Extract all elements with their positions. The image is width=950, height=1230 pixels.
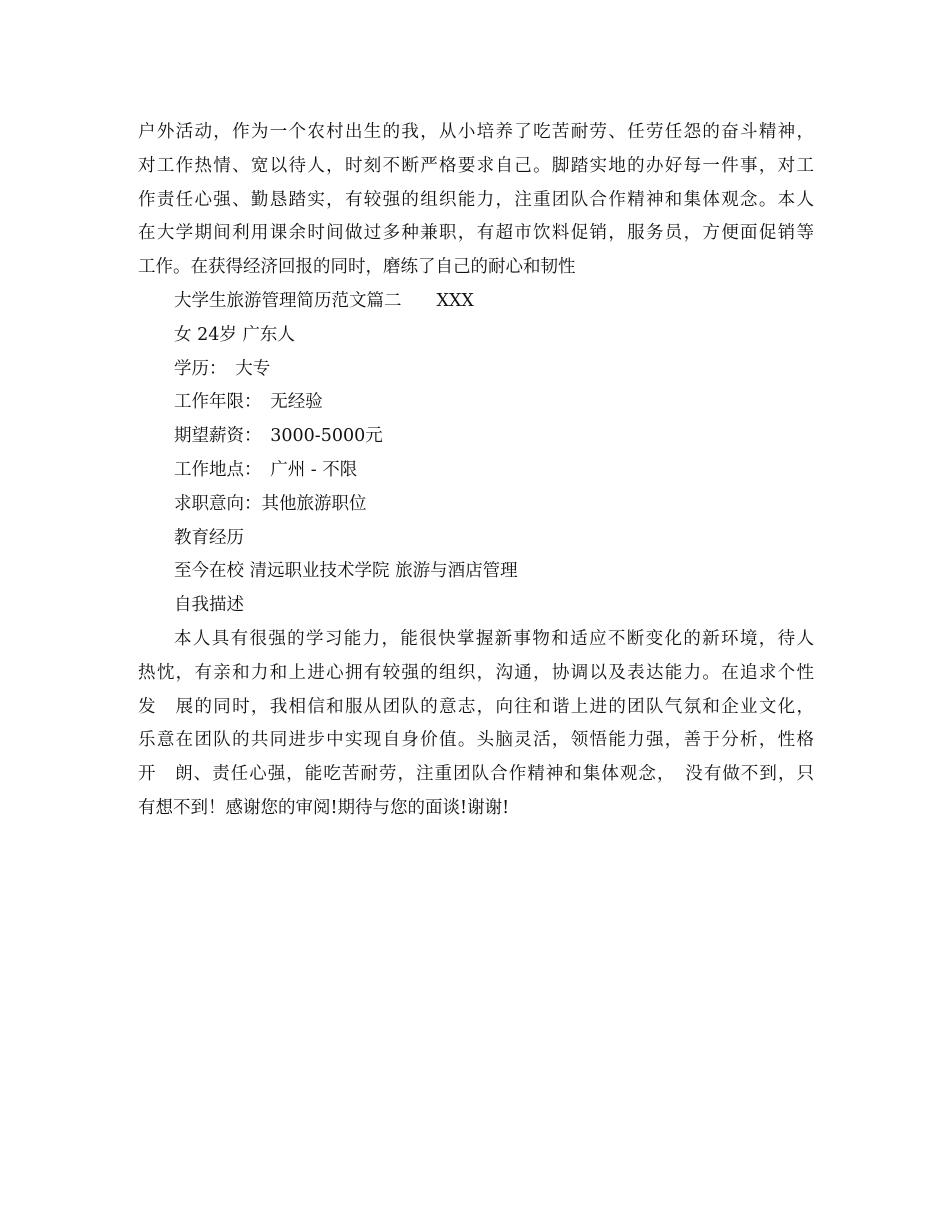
work-location: 工作地点： 广州 - 不限: [174, 459, 358, 480]
work-years: 工作年限： 无经验: [174, 392, 323, 413]
paragraph-line: 户外活动，作为一个农村出生的我，从小培养了吃苦耐劳、任劳任怨的奋斗精神，: [138, 122, 814, 142]
education-entry: 至今在校 清远职业技术学院 旅游与酒店管理: [174, 561, 518, 582]
paragraph-line: 对工作热情、宽以待人，时刻不断严格要求自己。脚踏实地的办好每一件事，对工: [138, 155, 814, 176]
paragraph-line: 热忱，有亲和力和上进心拥有较强的组织，沟通，协调以及表达能力。在追求个性: [138, 662, 814, 683]
self-description-paragraph: [138, 623, 814, 826]
intro-paragraph: [138, 116, 814, 285]
paragraph-line: 在大学期间利用课余时间做过多种兼职，有超市饮料促销，服务员，方便面促销等: [138, 223, 814, 244]
paragraph-line: 作责任心强、勤恳踏实，有较强的组织能力，注重团队合作精神和集体观念。本人: [138, 189, 814, 210]
document-body: [138, 116, 814, 826]
paragraph-line: 工作。在获得经济回报的同时，磨练了自己的耐心和韧性: [138, 257, 576, 278]
expected-salary: 期望薪资： 3000-5000元: [174, 426, 383, 447]
self-description-heading: 自我描述: [174, 595, 244, 616]
resume-title: 大学生旅游管理简历范文篇二 XXX: [174, 290, 474, 311]
education-heading: 教育经历: [174, 527, 244, 548]
paragraph-line: 有想不到！感谢您的审阅!期待与您的面谈!谢谢!: [138, 797, 510, 818]
job-intention: 求职意向：其他旅游职位: [174, 493, 367, 514]
basic-info: 女 24岁 广东人: [174, 324, 295, 345]
paragraph-line: 开 朗、责任心强，能吃苦耐劳，注重团队合作精神和集体观念， 没有做不到，只: [138, 764, 814, 785]
paragraph-line: 乐意在团队的共同进步中实现自身价值。头脑灵活，领悟能力强，善于分析，性格: [138, 730, 814, 751]
education-level: 学历： 大专: [174, 358, 271, 379]
paragraph-line: 本人具有很强的学习能力，能很快掌握新事物和适应不断变化的新环境，待人: [174, 628, 814, 649]
paragraph-line: 发 展的同时，我相信和服从团队的意志，向往和谐上进的团队气氛和企业文化，: [138, 696, 814, 717]
